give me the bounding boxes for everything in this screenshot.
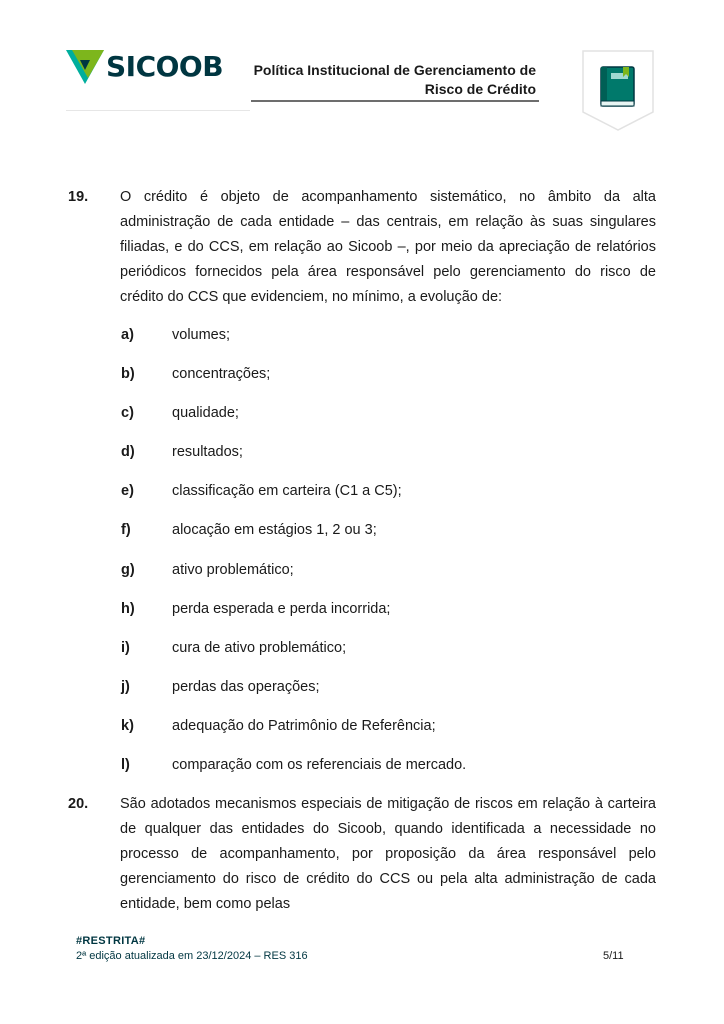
- subitem-letter: h): [121, 601, 135, 617]
- subitem-letter: i): [121, 640, 130, 656]
- document-title: [252, 61, 536, 99]
- item-number: 19.: [68, 189, 89, 205]
- subitem-letter: g): [121, 562, 135, 578]
- item-paragraph: O crédito é objeto de acompanhamento sistemático, no âmbito da alta administração de cada entidade – das centrais, em relação às suas singulares filiadas, e do CCS, em relação ao Sicoob –, por meio da apreciação de relatórios periódicos fornecidos pela área responsável pelo gerenciamento do risco de crédito do CCS que evidenciem, no mínimo, a evolução de:: [120, 189, 656, 305]
- subitem-text: classificação em carteira (C1 a C5);: [172, 483, 402, 499]
- document-title-line1: Política Institucional de Gerenciamento de: [253, 62, 536, 78]
- subitem-text: perda esperada e perda incorrida;: [172, 601, 391, 617]
- subitem-letter: f): [121, 522, 131, 538]
- subitem-letter: l): [121, 757, 130, 773]
- subitem-text: alocação em estágios 1, 2 ou 3;: [172, 522, 377, 538]
- item-number: 20.: [68, 796, 89, 812]
- subitem-letter: k): [121, 718, 134, 734]
- header-divider: [251, 100, 539, 102]
- subitem-text: ativo problemático;: [172, 562, 294, 578]
- subitem-letter: j): [121, 679, 130, 695]
- subitem-text: resultados;: [172, 444, 243, 460]
- subitem-text: comparação com os referenciais de mercado.: [172, 757, 467, 773]
- subitem-text: cura de ativo problemático;: [172, 640, 347, 656]
- classification-label: #RESTRITA#: [76, 935, 146, 947]
- page-number: 5/11: [603, 950, 624, 962]
- sicoob-logo: [66, 48, 226, 88]
- book-icon: [582, 50, 654, 132]
- subitem-letter: a): [121, 327, 134, 343]
- item-paragraph: São adotados mecanismos especiais de mitigação de riscos em relação à carteira de qualquer das entidades do Sicoob, quando identificada a necessidade no processo de acompanhamento, por proposição da área responsável pelo gerenciamento do risco de crédito do CCS ou pela alta administração de cada entidade, bem como pelas: [120, 796, 656, 912]
- subitem-text: perdas das operações;: [172, 679, 320, 695]
- subitem-letter: b): [121, 366, 135, 382]
- document-badge: [582, 50, 654, 132]
- header-divider-left: [66, 110, 250, 111]
- document-title-line2: Risco de Crédito: [424, 81, 536, 97]
- sicoob-logo-icon: [66, 48, 106, 86]
- brand-name: SICOOB: [106, 50, 224, 83]
- subitem-text: concentrações;: [172, 366, 271, 382]
- subitem-letter: e): [121, 483, 134, 499]
- subitem-text: qualidade;: [172, 405, 239, 421]
- subitem-text: volumes;: [172, 327, 231, 343]
- edition-info: 2ª edição atualizada em 23/12/2024 – RES 316: [76, 950, 308, 962]
- subitem-letter: c): [121, 405, 134, 421]
- subitem-letter: d): [121, 444, 135, 460]
- subitem-text: adequação do Patrimônio de Referência;: [172, 718, 436, 734]
